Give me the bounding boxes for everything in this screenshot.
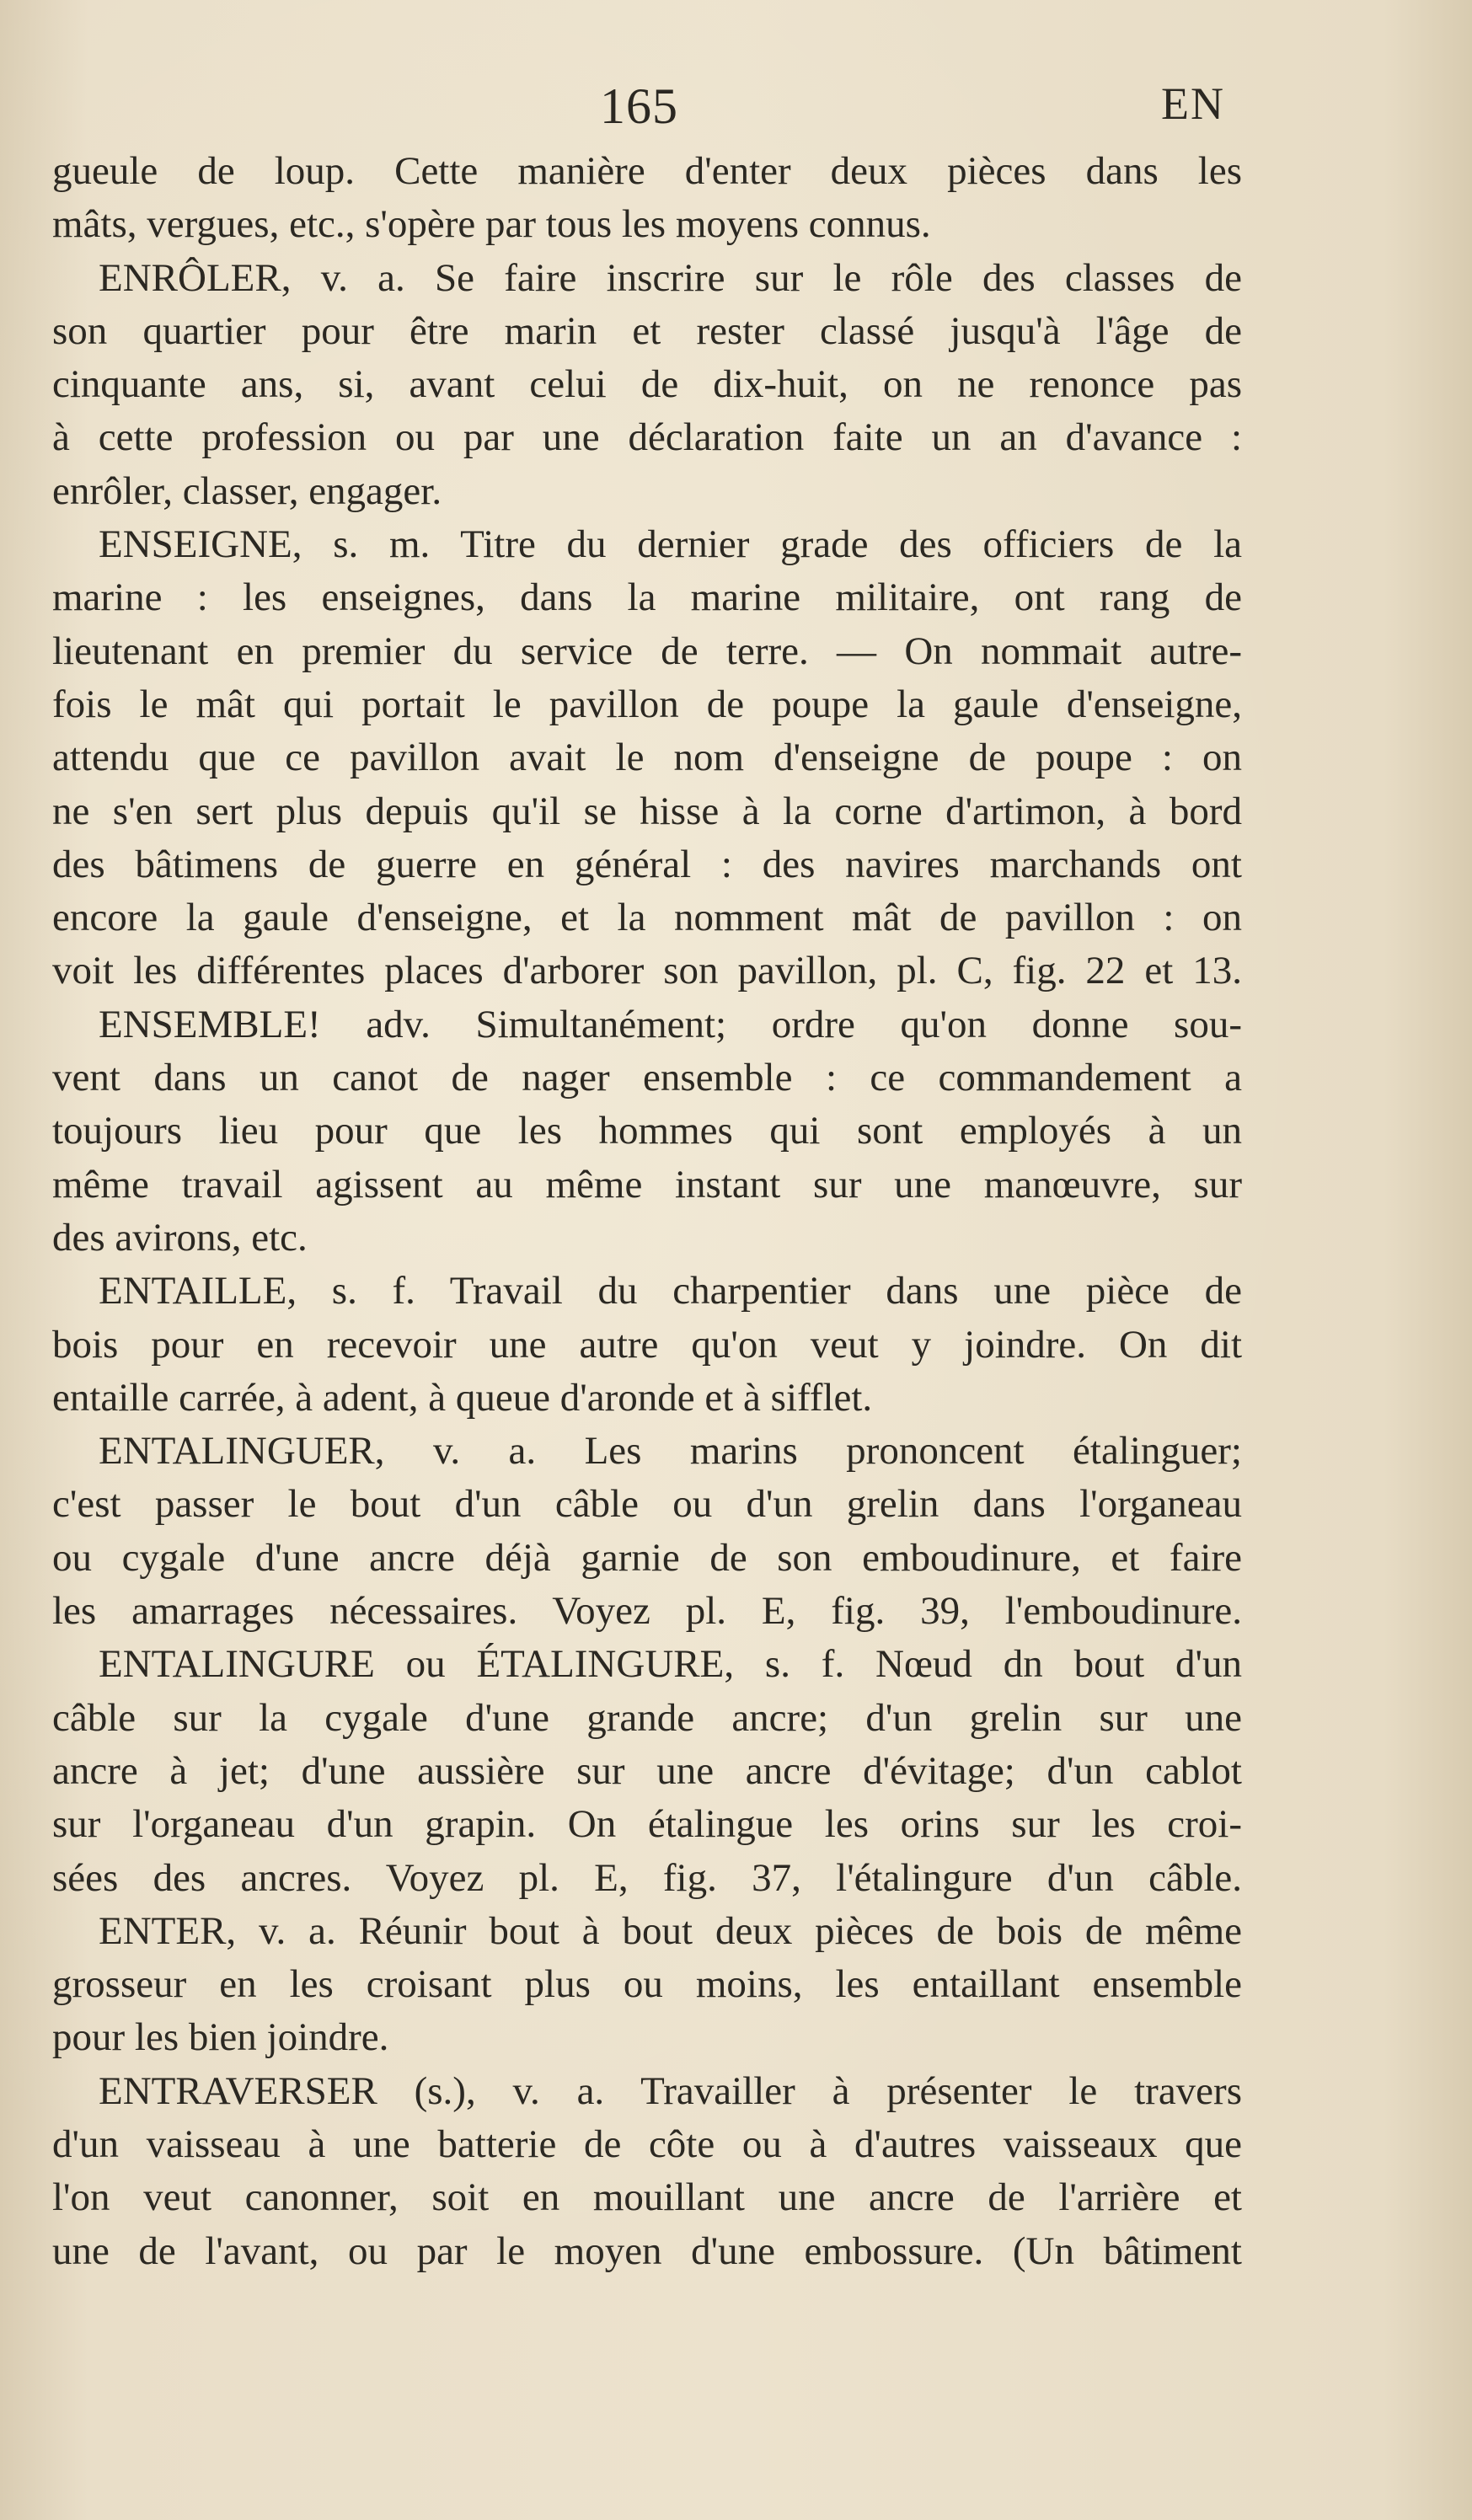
text-line: gueule de loup. Cette manière d'enter deux pièces dans les bbox=[52, 149, 1242, 193]
text-line: grosseur en les croisant plus ou moins, les entaillant ensemble bbox=[52, 1962, 1242, 2007]
text-line: son quartier pour être marin et rester classé jusqu'à l'âge de bbox=[52, 308, 1242, 353]
text-line: câble sur la cygale d'une grande ancre; d'un grelin sur une bbox=[52, 1695, 1242, 1740]
text-line: entaille carrée, à adent, à queue d'aronde et à sifflet. bbox=[52, 1375, 873, 1420]
text-line: c'est passer le bout d'un câble ou d'un grelin dans l'organeau bbox=[52, 1482, 1242, 1527]
page-number: 165 bbox=[600, 78, 678, 134]
text-line: enrôler, classer, engager. bbox=[52, 468, 442, 513]
running-head: EN bbox=[1161, 78, 1225, 129]
text-line: voit les différentes places d'arborer son pavillon, pl. C, fig. 22 et 13. bbox=[52, 949, 1242, 993]
text-line: lieutenant en premier du service de terre. — On nommait autre- bbox=[52, 629, 1242, 673]
text-line: encore la gaule d'enseigne, et la nomment mât de pavillon : on bbox=[52, 896, 1242, 940]
text-line: des bâtimens de guerre en général : des navires marchands ont bbox=[52, 842, 1242, 886]
text-line: même travail agissent au même instant sur une manœuvre, sur bbox=[52, 1162, 1242, 1206]
text-line: sur l'organeau d'un grapin. On étalingue les orins sur les croi- bbox=[52, 1802, 1242, 1847]
text-line: bois pour en recevoir une autre qu'on veut y joindre. On dit bbox=[52, 1322, 1242, 1367]
text-line: les amarrages nécessaires. Voyez pl. E, fig. 39, l'emboudinure. bbox=[52, 1589, 1242, 1634]
text-line: ancre à jet; d'une aussière sur une ancre d'évitage; d'un cablot bbox=[52, 1748, 1242, 1793]
page-header bbox=[0, 78, 1472, 145]
text-line: attendu que ce pavillon avait le nom d'enseigne de poupe : on bbox=[52, 736, 1242, 780]
text-line: mâts, vergues, etc., s'opère par tous les moyens connus. bbox=[52, 202, 931, 247]
text-line: pour les bien joindre. bbox=[52, 2015, 389, 2060]
text-line: une de l'avant, ou par le moyen d'une embossure. (Un bâtiment bbox=[52, 2228, 1242, 2273]
text-line: des avirons, etc. bbox=[52, 1215, 308, 1260]
dictionary-text bbox=[52, 145, 1242, 2278]
text-line: ENSEIGNE, s. m. Titre du dernier grade des officiers de la bbox=[99, 522, 1242, 567]
text-line: ou cygale d'une ancre déjà garnie de son emboudinure, et faire bbox=[52, 1535, 1242, 1580]
text-line: ENRÔLER, v. a. Se faire inscrire sur le rôle des classes de bbox=[99, 255, 1242, 300]
text-line: ENTALINGURE ou ÉTALINGURE, s. f. Nœud dn bout d'un bbox=[99, 1642, 1242, 1687]
text-line: ENSEMBLE! adv. Simultanément; ordre qu'on donne sou- bbox=[99, 1002, 1242, 1046]
text-line: marine : les enseignes, dans la marine militaire, ont rang de bbox=[52, 575, 1242, 620]
text-line: ENTRAVERSER (s.), v. a. Travailler à présenter le travers bbox=[99, 2068, 1242, 2113]
text-line: l'on veut canonner, soit en mouillant une ancre de l'arrière et bbox=[52, 2175, 1242, 2220]
text-line: vent dans un canot de nager ensemble : ce commandement a bbox=[52, 1056, 1242, 1100]
text-line: sées des ancres. Voyez pl. E, fig. 37, l'étalingure d'un câble. bbox=[52, 1855, 1242, 1900]
text-line: ENTALINGUER, v. a. Les marins prononcent étalinguer; bbox=[99, 1429, 1242, 1474]
text-line: ENTAILLE, s. f. Travail du charpentier dans une pièce de bbox=[99, 1269, 1242, 1314]
text-line: fois le mât qui portait le pavillon de poupe la gaule d'enseigne, bbox=[52, 682, 1242, 726]
text-line: ENTER, v. a. Réunir bout à bout deux pièces de bois de même bbox=[99, 1908, 1242, 1953]
text-line: cinquante ans, si, avant celui de dix-huit, on ne renonce pas bbox=[52, 362, 1242, 407]
text-line: à cette profession ou par une déclaration faite un an d'avance : bbox=[52, 415, 1242, 460]
text-line: toujours lieu pour que les hommes qui sont employés à un bbox=[52, 1109, 1242, 1153]
text-line: d'un vaisseau à une batterie de côte ou à d'autres vaisseaux que bbox=[52, 2121, 1242, 2166]
text-line: ne s'en sert plus depuis qu'il se hisse à la corne d'artimon, à bord bbox=[52, 789, 1242, 833]
